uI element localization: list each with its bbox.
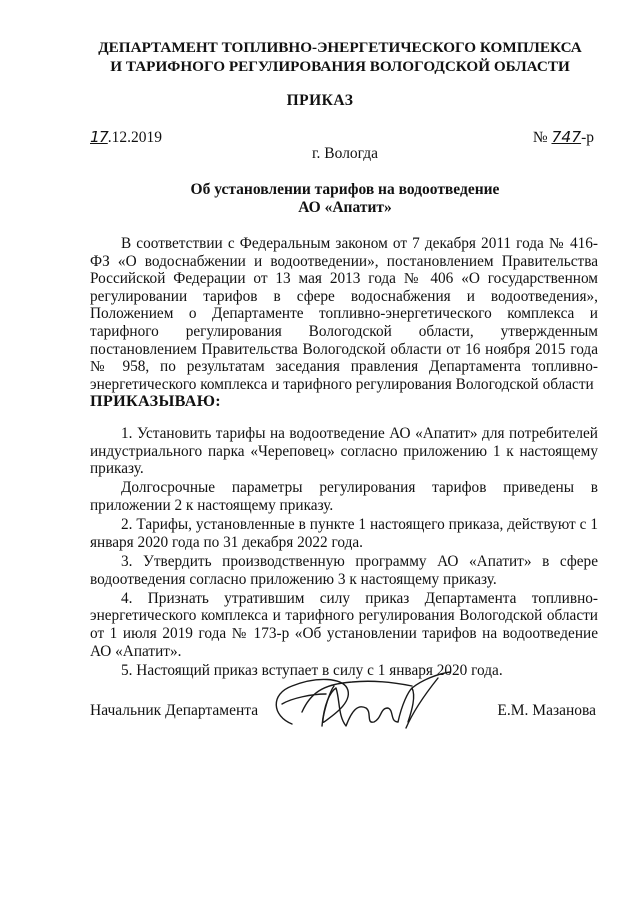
- document-subject: [0, 181, 640, 217]
- order-item: 3. Утвердить производственную программу АО «Апатит» в сфере водоотведения согласно приложению 3 к настоящему приказу.: [90, 552, 598, 588]
- department-line-1: ДЕПАРТАМЕНТ ТОПЛИВНО-ЭНЕРГЕТИЧЕСКОГО КОМПЛЕКСА: [98, 39, 582, 56]
- handwritten-date-day: 17: [90, 128, 108, 146]
- order-item: 2. Тарифы, установленные в пункте 1 настоящего приказа, действуют с 1 января 2020 года по 31 декабря 2022 года.: [90, 516, 598, 551]
- department-header: [60, 38, 620, 76]
- document-type: ПРИКАЗ: [286, 92, 354, 109]
- handwritten-number: 747: [551, 128, 582, 146]
- order-item: 1. Установить тарифы на водоотведение АО «Апатит» для потребителей индустриального парка «Череповец» согласно приложению 1 к настоящему приказу.: [90, 425, 598, 478]
- signatory-position: Начальник Департамента: [90, 702, 259, 719]
- subject-line-1: Об установлении тарифов на водоотведение: [190, 181, 500, 198]
- number-suffix: -р: [581, 129, 594, 146]
- preamble-text: В соответствии с Федеральным законом от 7 декабря 2011 года № 416-ФЗ «О водоснабжении и водоотведении», постановлением Правительства Российской Федерации от 13 мая 2013 года № 406 «О государственном регулировании тарифов в сфере водоснабжения и водоотведения», Положением о Департаменте топливно-энергетического комплекса и тарифного регулирования Вологодской области, утвержденным постановлением Правительства Вологодской области от 16 ноября 2015 года № 958, по результатам заседания правления Департамента топливно-энергетического комплекса и тарифного регулирования Вологодской области: [90, 235, 598, 393]
- department-line-2: И ТАРИФНОГО РЕГУЛИРОВАНИЯ ВОЛОГОДСКОЙ ОБЛАСТИ: [110, 58, 570, 75]
- order-item: Долгосрочные параметры регулирования тарифов приведены в приложении 2 к настоящему приказу.: [90, 479, 598, 514]
- preamble-block: [90, 235, 598, 411]
- handwritten-signature-icon: [262, 664, 462, 748]
- decree-word: ПРИКАЗЫВАЮ:: [90, 392, 221, 411]
- signatory-name: Е.М. Мазанова: [497, 702, 596, 719]
- order-item: 5. Настоящий приказ вступает в силу с 1 января 2020 года.: [121, 661, 503, 679]
- order-item: 4. Признать утратившим силу приказ Департамента топливно-энергетического комплекса и тарифного регулирования Вологодской области от 1 июля 2019 года № 173-р «Об установлении тарифов на водоотведение АО «Апатит».: [90, 589, 598, 660]
- date-rest: .12.2019: [107, 129, 162, 146]
- subject-line-2: АО «Апатит»: [298, 199, 392, 216]
- city: г. Вологда: [311, 145, 379, 162]
- number-prefix: №: [532, 129, 548, 146]
- order-items: [90, 425, 598, 681]
